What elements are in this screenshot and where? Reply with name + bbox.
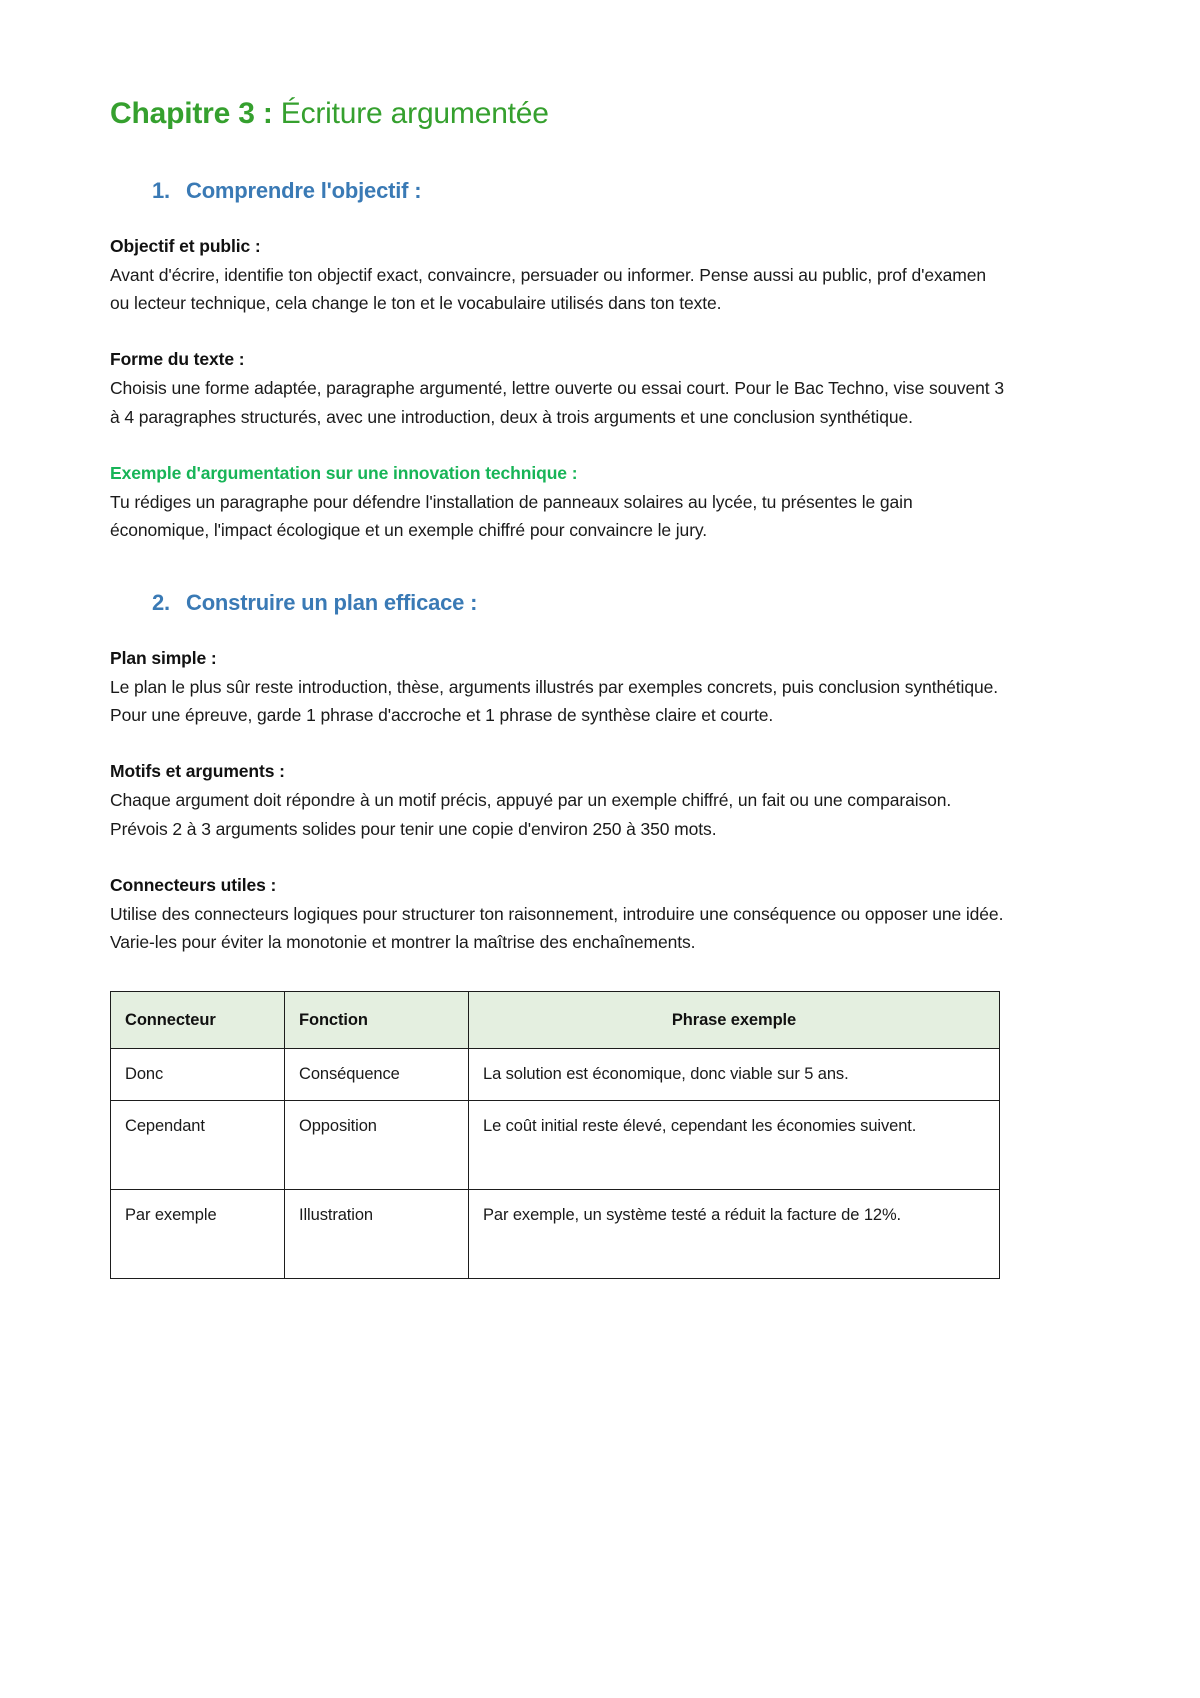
content-block — [110, 875, 1010, 957]
cell-phrase: Par exemple, un système testé a réduit la facture de 12%. — [469, 1190, 1000, 1279]
section-title-2: Construire un plan efficace : — [186, 589, 478, 615]
column-header-fonction: Fonction — [285, 991, 469, 1049]
section-number-1: 1. — [152, 177, 170, 203]
block-title: Objectif et public : — [110, 235, 261, 256]
table-body — [111, 1049, 1000, 1279]
cell-fonction: Conséquence — [285, 1049, 469, 1101]
cell-connecteur: Cependant — [111, 1101, 285, 1190]
cell-connecteur: Par exemple — [111, 1190, 285, 1279]
block-body: Utilise des connecteurs logiques pour structurer ton raisonnement, introduire une conséquence ou opposer une idée. Varie-les pour éviter la monotonie et montrer la maîtrise des enchaînements. — [110, 903, 1004, 953]
block-title-highlight: Exemple d'argumentation sur une innovation technique : — [110, 462, 578, 483]
chapter-subject: Écriture argumentée — [272, 97, 549, 130]
block-body: Choisis une forme adaptée, paragraphe argumenté, lettre ouverte ou essai court. Pour le Bac Techno, vise souvent 3 à 4 paragraphes structurés, avec une introduction, deux à trois arguments et une conclusion synthétique. — [110, 378, 1004, 427]
block-title: Motifs et arguments : — [110, 761, 285, 782]
block-body: Avant d'écrire, identifie ton objectif exact, convaincre, persuader ou informer. Pense aussi au public, prof d'examen ou lecteur technique, cela change le ton et le vocabulaire utilisés dans ton texte. — [110, 264, 986, 313]
cell-fonction: Opposition — [285, 1101, 469, 1190]
column-header-phrase: Phrase exemple — [469, 991, 1000, 1049]
section-heading-1 — [152, 178, 1010, 204]
cell-connecteur: Donc — [111, 1049, 285, 1101]
section-number-2: 2. — [152, 589, 170, 615]
block-title: Plan simple : — [110, 647, 217, 668]
content-block — [110, 463, 1010, 545]
cell-fonction: Illustration — [285, 1190, 469, 1279]
content-block — [110, 648, 1010, 730]
block-body: Tu rédiges un paragraphe pour défendre l'installation de panneaux solaires au lycée, tu présentes le gain économique, l'impact écologique et un exemple chiffré pour convaincre le jury. — [110, 491, 913, 541]
block-body: Chaque argument doit répondre à un motif précis, appuyé par un exemple chiffré, un fait ou une comparaison. Prévois 2 à 3 arguments solides pour tenir une copie d'environ 250 à 350 mots. — [110, 790, 952, 839]
block-title: Connecteurs utiles : — [110, 874, 277, 895]
block-body: Le plan le plus sûr reste introduction, thèse, arguments illustrés par exemples concrets, puis conclusion synthétique. Pour une épreuve, garde 1 phrase d'accroche et 1 phrase de synthèse claire et courte. — [110, 676, 998, 725]
cell-phrase: Le coût initial reste élevé, cependant les économies suivent. — [469, 1101, 1000, 1190]
content-block — [110, 761, 1010, 843]
section-title-1: Comprendre l'objectif : — [186, 177, 422, 203]
block-title: Forme du texte : — [110, 349, 245, 370]
table-header-row — [111, 991, 1000, 1049]
content-block — [110, 349, 1010, 431]
page-title — [110, 95, 1010, 133]
content-block — [110, 236, 1010, 318]
chapter-label: Chapitre 3 : — [110, 97, 273, 130]
table-row — [111, 1101, 1000, 1190]
connectors-table — [110, 991, 1000, 1280]
column-header-connecteur: Connecteur — [111, 991, 285, 1049]
table-row — [111, 1049, 1000, 1101]
table-row — [111, 1190, 1000, 1279]
cell-phrase: La solution est économique, donc viable sur 5 ans. — [469, 1049, 1000, 1101]
table-header — [111, 991, 1000, 1049]
section-heading-2 — [152, 590, 1010, 616]
